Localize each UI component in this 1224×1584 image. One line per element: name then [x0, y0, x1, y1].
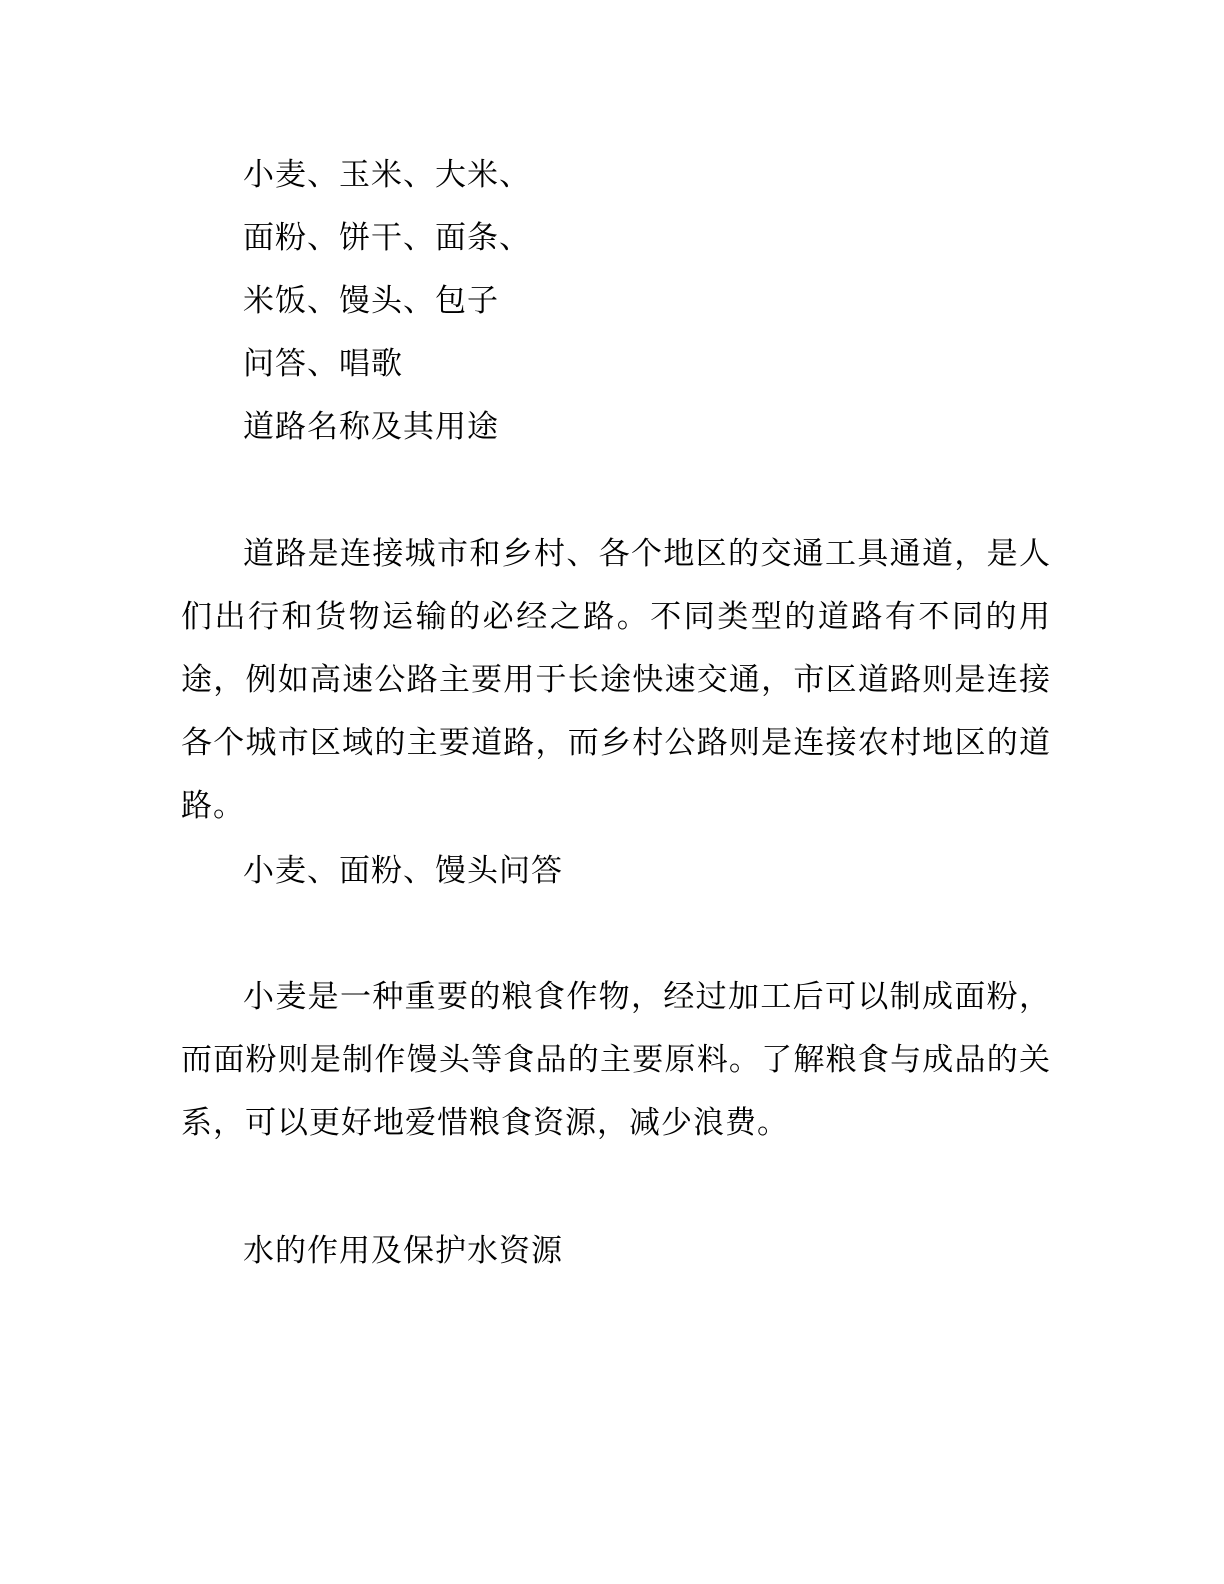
- list-item-activities: 问答、唱歌: [243, 346, 403, 382]
- list-item-grains: 小麦、玉米、大米、: [243, 157, 531, 193]
- paragraph-wheat: 小麦是一种重要的粮食作物，经过加工后可以制成面粉，而面粉则是制作馒头等食品的主要原料。了解粮食与成品的关系，可以更好地爱惜粮食资源，减少浪费。: [181, 979, 1051, 1141]
- list-item-flour-products: 面粉、饼干、面条、: [243, 220, 531, 256]
- list-item-cooked-foods: 米饭、馒头、包子: [243, 283, 499, 319]
- section-heading-roads: 道路名称及其用途: [243, 409, 499, 445]
- section-heading-wheat: 小麦、面粉、馒头问答: [243, 853, 563, 889]
- paragraph-roads: 道路是连接城市和乡村、各个地区的交通工具通道，是人们出行和货物运输的必经之路。不同类型的道路有不同的用途，例如高速公路主要用于长途快速交通，市区道路则是连接各个城市区域的主要道路，而乡村公路则是连接农村地区的道路。: [181, 536, 1051, 824]
- section-heading-water: 水的作用及保护水资源: [243, 1233, 563, 1269]
